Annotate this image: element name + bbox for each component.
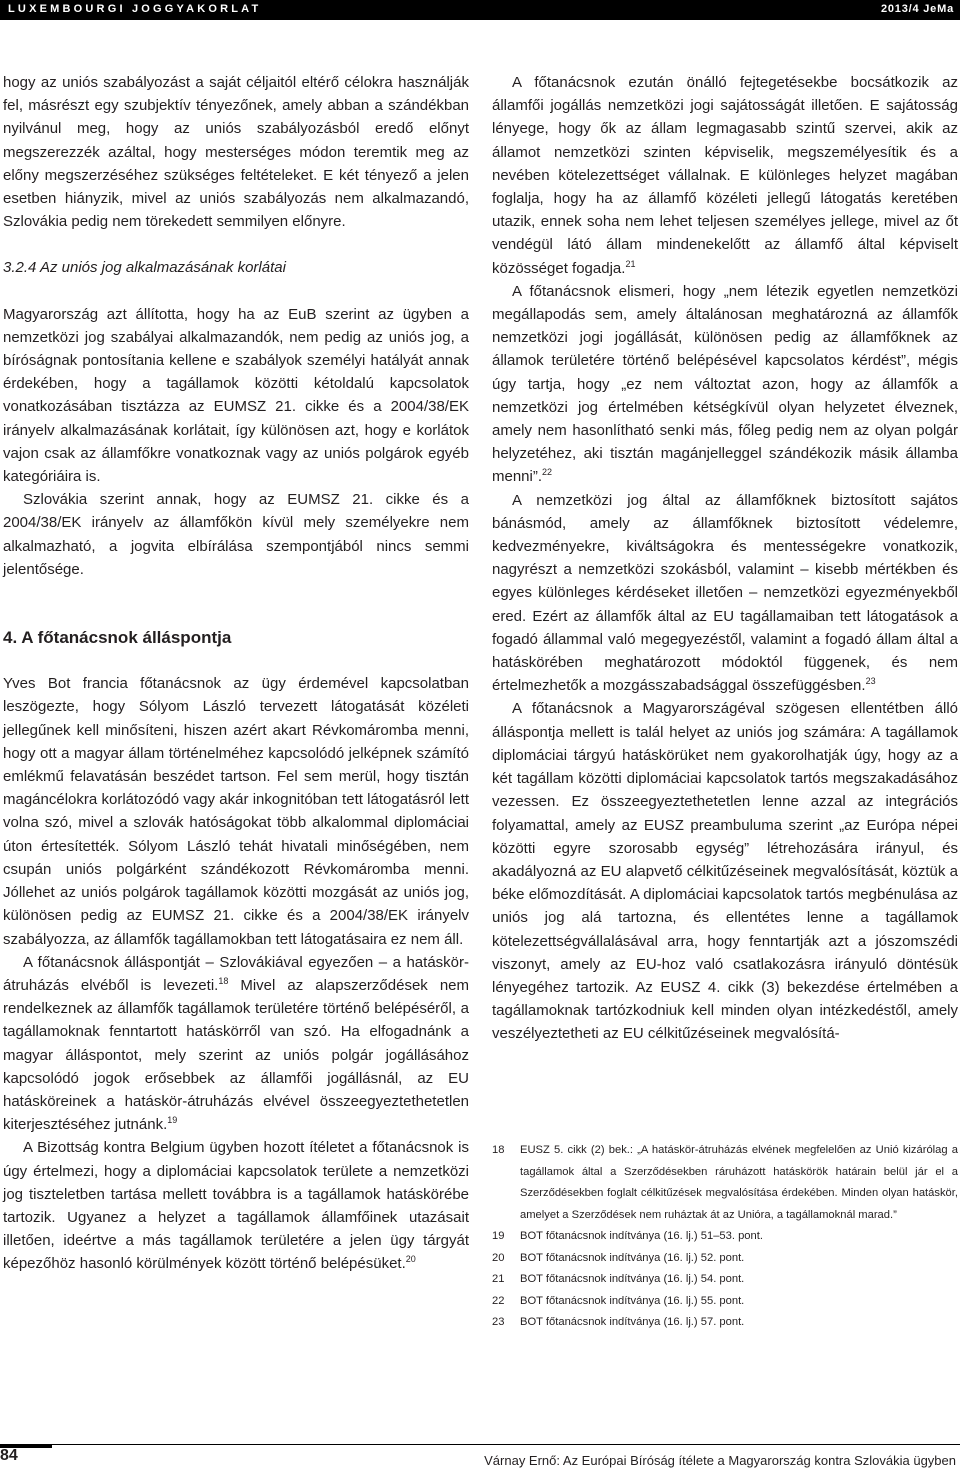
paragraph-text: A főtanácsnok ezután önálló fejtegetésekbe bocsátkozik az államfői jogállás nemzetközi jogi sajátosságát illetően. E sajátosság lényege, hogy ők az állam legmagasabb szintű szervei, akik az államot nemzetközi szinten képviselik, megszemélyesítik és a nevében kötelezettséget vállalnak. E különleges helyzet magában foglalja, hogy ha az államfő közéleti jellegű látogatás keretében utazik, ennek soha nem lehet teljesen személyes jellege, mivel az őt vendégül látó állam mindenekelőtt az államfő által képviselt közösséget fogadja. xyxy=(492,74,958,277)
footer-article-title: Várnay Ernő: Az Európai Bíróság ítélete a Magyarország kontra Szlovákia ügyben xyxy=(484,1453,956,1468)
footnote-number: 20 xyxy=(492,1251,505,1264)
footnote-ref[interactable]: 21 xyxy=(625,258,636,269)
footnote-number: 19 xyxy=(492,1230,505,1242)
footnote-number: 18 xyxy=(492,1144,505,1156)
footnote-text: BOT főtanácsnok indítványa (16. lj.) 57. pont. xyxy=(520,1316,745,1328)
footnote-ref[interactable]: 20 xyxy=(405,1254,416,1265)
paragraph: Szlovákia szerint annak, hogy az EUMSZ 21. cikke és a 2004/38/EK irányelv az államfőkön kívül mely személyekre nem alkalmazható, a jogvita elbírálása szempontjából nincs semmi jelentősége. xyxy=(3,491,469,578)
footnote-number: 21 xyxy=(492,1273,505,1285)
paragraph: Yves Bot francia főtanácsnok az ügy érdemével kapcsolatban leszögezte, hogy Sólyom László tervezett látogatását közéleti jellegűnek kell minősíteni, hiszen azért akart Révkomáromba menni, hogy ott a magyar állam történelméhez kapcsolódó jelképnek számító emlékmű felavatásán beszédet tartson. Fel sem merül, hogy tisztán magáncélokra korlátozódó vagy akár inkognitóban tett látogatásról lett volna szó, mivel a szlovák hatóságokat több alkalommal diplomáciai úton értesítették. Sólyom László tehát hivatali minőségében, nem csupán uniós polgárként szándékozott Révkomáromba menni. Jóllehet az uniós polgárok tagállamok közötti mozgását az uniós jog, különösen pedig az EUMSZ 21. cikke és a 2004/38/EK irányelv szabályozza, az államfők tagállamokban tett látogatásaira ez nem áll. xyxy=(3,675,469,948)
footnote-item xyxy=(492,1312,958,1334)
paragraph-text: A Bizottság kontra Belgium ügyben hozott ítéletet a főtanácsnok is úgy értelmezi, hogy a diplomáciai kapcsolatok területe a nemzetközi jog tiszteletben tartása mellett továbbra is a tagállamok hatáskörébe tartozik. Ugyanez a helyzet a tagállamok államfőinek utazásait illetően, ideértve a más tagállamok területére a jelen ügy tárgyát képezőhöz hasonló körülmények között történő belépésüket. xyxy=(3,1139,469,1273)
subsection-heading: 3.2.4 Az uniós jog alkalmazásának korlátai xyxy=(3,259,286,277)
paragraph-text: A nemzetközi jog által az államfőknek biztosított sajátos bánásmód, amely az államfőknek biztosított védelemre, kedvezményekre, kiváltságokra és mentességekre vonatkozik, nagyrészt a nemzetközi szokásból, valamint – kisebb mértékben és egyes különleges kérdéseket illetően – nemzetközi egyezményekből ered. Ezért az államfők által az EU tagállamaiban tett látogatások a fogadó állammal való megegyezéstől, valamint a fogadó állam által a hatáskörében meghatározott módoktól függenek, és nem értelmezhetők a mozgásszabadsággal összefüggésben. xyxy=(492,491,958,695)
right-column xyxy=(492,71,958,1046)
footnote-number: 23 xyxy=(492,1316,505,1328)
footnote-item xyxy=(492,1291,958,1313)
paragraph: A főtanácsnok a Magyarországéval szögesen ellentétben álló álláspontja mellett is talál helyet az uniós jog számára: A tagállamok diplomáciai tárgyú hatáskörüket nem gyakorolhatják úgy, hogy az a két tagállam közötti diplomáciai kapcsolatok tartós megszakadásához vezessen. Ez összeegyeztethetetlen lenne azzal az integrációs folyamattal, amely az EUSZ preambuluma szerint „az Európa népei közötti egyre szorosabb egység” létrehozására irányul, és akadályozná az EU alapvető célkitűzéseinek megvalósítását, köztük a béke előmozdítását. A diplomáciai kapcsolatok tartós megbénulása az uniós jog alá tartozna, és ellentétes lenne a tagállamok kötelezettségvállalásával arra, hogy fenntartják azt a jószomszédi viszonyt, amely az EU-hoz való csatlakozásra irányuló döntésük lényegéhez tartozik. Az EUSZ 4. cikk (3) bekezdése értelmében a tagállamoknak tartózkodniuk kell minden olyan intézkedéstől, amely veszélyeztetheti az EU célkitűzéseinek megvalósítá- xyxy=(492,700,958,1043)
issue-label: 2013/4 JeMa xyxy=(880,3,954,15)
paragraph xyxy=(492,280,958,489)
footnote-text: BOT főtanácsnok indítványa (16. lj.) 51–53. pont. xyxy=(520,1230,763,1242)
footnote-ref[interactable]: 23 xyxy=(865,676,876,687)
paragraph-text: Mivel az alapszerződések nem rendelkeznek az államfők tagállamok területére történő belépéséről, a tagállamoknak fenntartott hatáskörről van szó. Ha elfogadnánk a magyar álláspontot, mely szerint az uniós polgár jogállásához kapcsolódó jogok erősebbek az államfői jogállásnál, az EU hatásköreinek a hatáskör-átruházás elvével összeegyeztethetetlen kiterjesztéséhez jutnánk. xyxy=(3,976,469,1134)
paragraph-text: A főtanácsnok elismeri, hogy „nem létezik egyetlen nemzetközi megállapodás sem, amely általánosan meghatározná az államfők nemzetközi jogi jogállását, különösen pedig az államfőknek az államok területére történő belépésével kapcsolatos kérdést”, mégis úgy tartja, hogy „ez nem változtat azon, hogy az államfők a nemzetközi jog értelmében kétségkívül olyan helyzetet élveznek, amely nem hasonlítható senki más, főleg pedig nem az olyan polgár helyzetéhez, aki tisztán magánjelleggel szándékozik másik államba menni”. xyxy=(492,282,958,486)
footnotes xyxy=(492,1140,958,1334)
left-column xyxy=(3,71,469,1276)
paragraph xyxy=(492,71,958,280)
footnote-ref[interactable]: 22 xyxy=(542,467,553,478)
paragraph: hogy az uniós szabályozást a saját céljaitól eltérő célokra használják fel, másrészt egy szubjektív tényezőnek, amely abban a szándékban nyilvánul meg, hogy az uniós szabályozásból eredő előnyt megszerezzék azáltal, hogy mesterséges módon teremtik meg az előny megszerzéséhez szükséges feltételeket. E két tényező a jelen esetben hiányzik, mivel az uniós szabályozás nem alkalmazandó, Szlovákia pedig nem törekedett semmilyen előnyre. xyxy=(3,74,469,231)
footnote-text: BOT főtanácsnok indítványa (16. lj.) 52. pont. xyxy=(520,1251,745,1264)
paragraph xyxy=(3,951,469,1137)
running-header xyxy=(0,0,960,20)
paragraph xyxy=(492,489,958,698)
paragraph-text: A főtanácsnok álláspontját – Szlovákiával egyezően – a hatáskör-átruházás elvéből is levezeti. xyxy=(3,953,469,994)
footnote-text: EUSZ 5. cikk (2) bek.: „A hatáskör-átruházás elvének megfelelően az Unió kizárólag a tagállamok által a Szerződésekben ráruházott hatáskörök határain belül jár el a Szerződésekben foglalt célkitűzések megvalósítása érdekében. Minden olyan hatáskör, amelyet a Szerződések nem ruháztak át az Unióra, a tagállamoknál marad.” xyxy=(520,1144,958,1221)
footnote-number: 22 xyxy=(492,1294,505,1307)
footnote-item xyxy=(492,1269,958,1291)
footnote-item xyxy=(492,1226,958,1248)
footnote-item xyxy=(492,1140,958,1226)
footnote-ref[interactable]: 19 xyxy=(167,1115,178,1126)
paragraph xyxy=(3,1136,469,1275)
footnote-item xyxy=(492,1248,958,1270)
section-heading: 4. A főtanácsnok álláspontja xyxy=(3,628,232,648)
footnote-ref[interactable]: 18 xyxy=(218,975,229,986)
paragraph: Magyarország azt állította, hogy ha az EuB szerint az ügyben a nemzetközi jog szabályai alkalmazandók, nem pedig az uniós jog, a bíróságnak pontosítania kellene e szabályok személyi hatályát annak érdekében, hogy a tagállamok közötti kétoldalú kapcsolatok vonatkozásában tisztázza az EUMSZ 21. cikke és a 2004/38/EK irányelv alkalmazásának korlátait, így különösen azt, hogy e korlátok vajon csak az államfőkre vonatkoznak vagy az uniós polgárok egyéb kategóriáira is. xyxy=(3,305,469,486)
page-number: 84 xyxy=(0,1447,18,1464)
footnote-text: BOT főtanácsnok indítványa (16. lj.) 54. pont. xyxy=(520,1273,745,1285)
footer-rule xyxy=(0,1444,960,1445)
footnote-text: BOT főtanácsnok indítványa (16. lj.) 55. pont. xyxy=(520,1294,745,1307)
journal-title: LUXEMBOURGI JOGGYAKORLAT xyxy=(8,3,262,15)
